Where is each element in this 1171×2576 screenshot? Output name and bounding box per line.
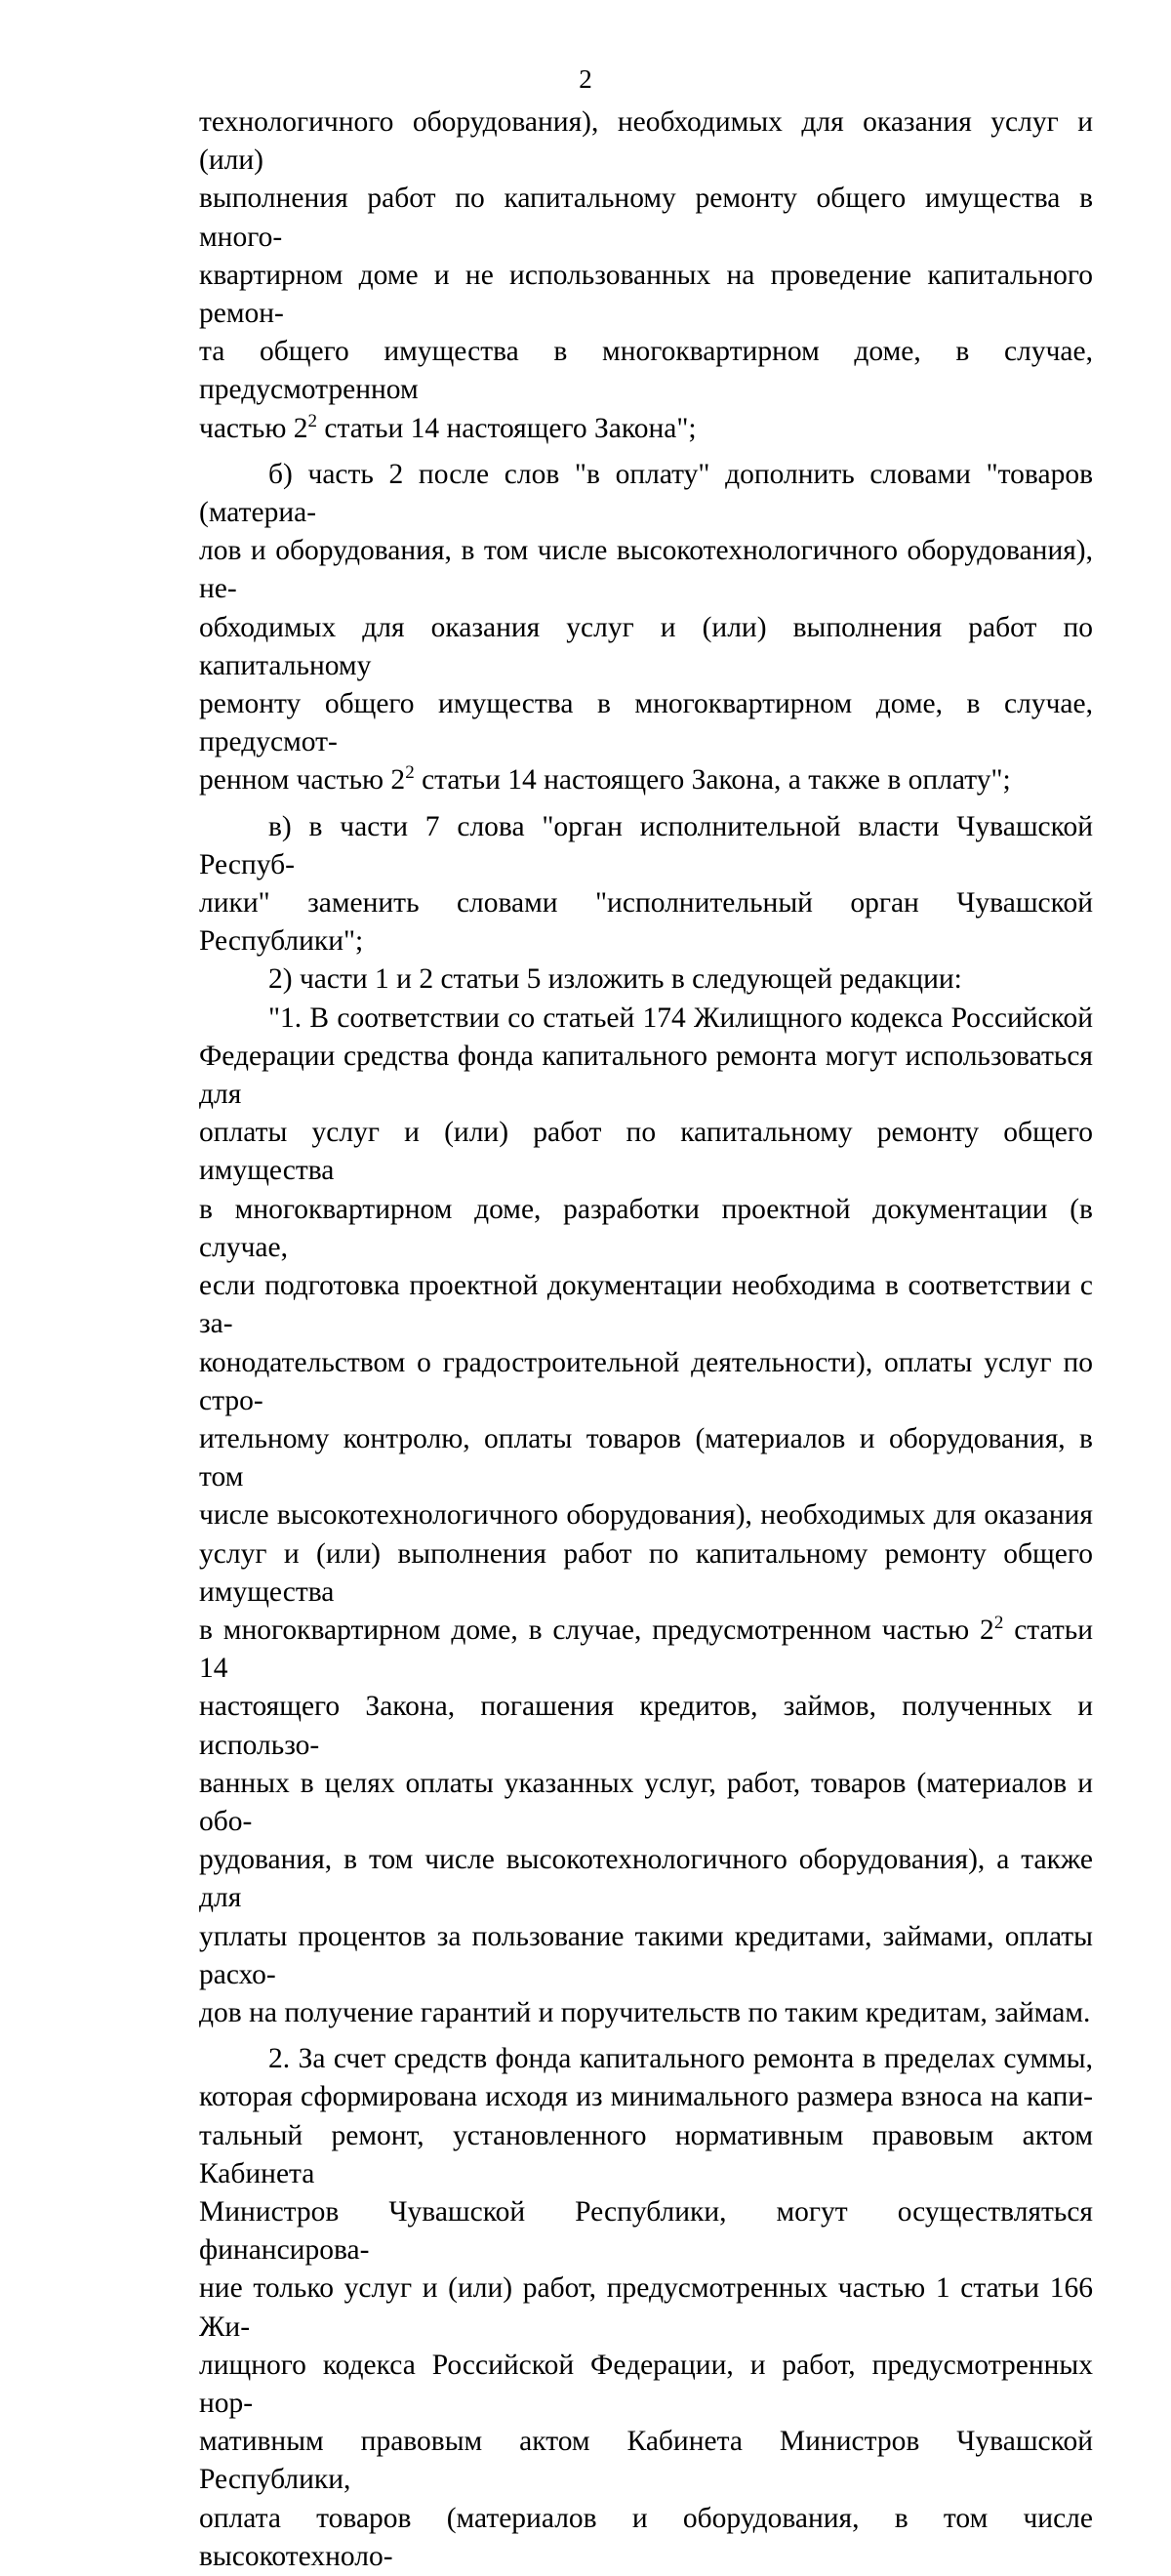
text-line: "1. В соответствии со статьей 174 Жилищного кодекса Российской xyxy=(268,1002,1093,1034)
text-line: технологичного оборудования), необходимых для оказания услуг и (или) xyxy=(199,106,1093,177)
text-line: выполнения работ по капитальному ремонту общего имущества в много- xyxy=(199,183,1093,253)
text-line: 2. За счет средств фонда капитального ремонта в пределах суммы, xyxy=(268,2043,1093,2075)
text-line: услуг и (или) выполнения работ по капитальному ремонту общего имущества xyxy=(199,1537,1093,1608)
text-line: ванных в целях оплаты указанных услуг, работ, товаров (материалов и обо- xyxy=(199,1767,1093,1837)
text-line: дов на получение гарантий и поручительств по таким кредитам, займам. xyxy=(199,1996,1091,2028)
superscript: 2 xyxy=(405,762,415,784)
text-line: оплаты услуг и (или) работ по капитальному ремонту общего имущества xyxy=(199,1117,1093,1187)
text-line: ние только услуг и (или) работ, предусмотренных частью 1 статьи 166 Жи- xyxy=(199,2272,1093,2343)
text-line: та общего имущества в многоквартирном доме, в случае, предусмотренном xyxy=(199,336,1093,406)
text-line: настоящего Закона, погашения кредитов, займов, полученных и использо- xyxy=(199,1691,1093,1761)
text-line: обходимых для оказания услуг и (или) выполнения работ по капитальному xyxy=(199,611,1093,681)
text-line: ренном частью $2^2$ статьи 14 настоящего Закона, а также в оплату"; xyxy=(199,762,1011,797)
text-line: лики" заменить словами "исполнительный орган Чувашской Республики"; xyxy=(199,887,1093,958)
text-line: ремонту общего имущества в многоквартирном доме, в случае, предусмот- xyxy=(199,688,1093,758)
text-line: Федерации средства фонда капитального ремонта могут использоваться для xyxy=(199,1040,1093,1111)
text-line: числе высокотехнологичного оборудования), необходимых для оказания xyxy=(199,1499,1093,1532)
text-line: лов и оборудования, в том числе высокотехнологичного оборудования), не- xyxy=(199,535,1093,605)
page-number: 2 xyxy=(579,64,592,94)
text-line: конодательством о градостроительной деятельности), оплаты услуг по стро- xyxy=(199,1346,1093,1416)
text-line: Министров Чувашской Республики, могут осуществляться финансирова- xyxy=(199,2195,1093,2267)
document-body xyxy=(199,103,1093,2576)
text-line: тальный ремонт, установленного нормативным правовым актом Кабинета xyxy=(199,2119,1093,2189)
text-line: в многоквартирном доме, в случае, предусмотренном частью $2^2$ статьи 14 xyxy=(199,1612,1093,1685)
superscript: 2 xyxy=(993,1612,1004,1633)
text-line: частью $2^2$ статьи 14 настоящего Закона"; xyxy=(199,410,697,444)
text-line: которая сформирована исходя из минимального размера взноса на капи- xyxy=(199,2081,1093,2113)
text-line: в многоквартирном доме, разработки проектной документации (в случае, xyxy=(199,1193,1093,1263)
text-line: б) часть 2 после слов "в оплату" дополнить словами "товаров (материа- xyxy=(199,458,1093,529)
text-line: если подготовка проектной документации необходима в соответствии с за- xyxy=(199,1270,1093,1340)
text-line: в) в части 7 слова "орган исполнительной власти Чувашской Респуб- xyxy=(199,810,1093,880)
text-line: мативным правовым актом Кабинета Министров Чувашской Республики, xyxy=(199,2426,1093,2496)
superscript: 2 xyxy=(307,410,318,431)
text-line: 2) части 1 и 2 статьи 5 изложить в следующей редакции: xyxy=(268,963,962,996)
text-line: рудования, в том числе высокотехнологичного оборудования), а также для xyxy=(199,1844,1093,1914)
text-line: оплата товаров (материалов и оборудования, в том числе высокотехноло- xyxy=(199,2502,1093,2572)
text-line: квартирном доме и не использованных на проведение капитального ремон- xyxy=(199,259,1093,330)
text-line: лищного кодекса Российской Федерации, и работ, предусмотренных нор- xyxy=(199,2349,1093,2419)
text-line: ительному контролю, оплаты товаров (материалов и оборудования, в том xyxy=(199,1422,1093,1493)
text-line: уплаты процентов за пользование такими кредитами, займами, оплаты расхо- xyxy=(199,1920,1093,1990)
